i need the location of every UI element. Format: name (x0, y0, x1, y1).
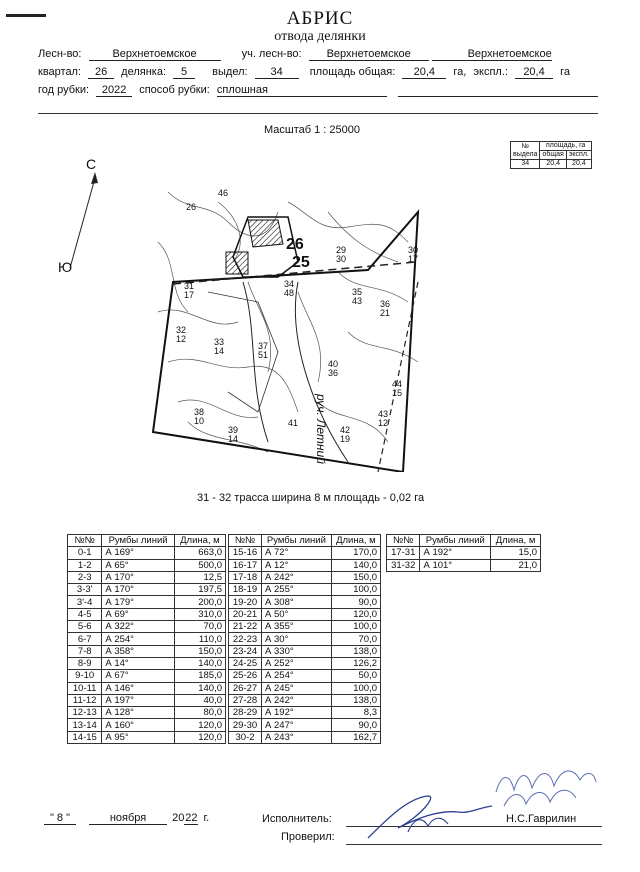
vydel-30-top: 30 (408, 245, 419, 255)
table-header (229, 535, 381, 547)
lines-table-3 (386, 534, 541, 572)
vydel-39-bottom: 14 (228, 434, 239, 444)
cell-no: 18-19 (229, 584, 262, 596)
proveril-line (346, 844, 602, 845)
cell-dlina: 140,0 (174, 682, 225, 694)
blank-line (398, 84, 598, 97)
cell-rumb: А 65° (102, 559, 174, 571)
table-row (68, 707, 226, 719)
date-day: " 8 " (44, 812, 76, 825)
cell-no: 17-18 (229, 571, 262, 583)
god-value: 2022 (96, 84, 132, 97)
cell-dlina: 40,0 (174, 694, 225, 706)
cell-rumb: А 254° (102, 633, 174, 645)
cell-no: 28-29 (229, 707, 262, 719)
cell-rumb: А 192° (262, 707, 332, 719)
vydel-label (218, 188, 228, 198)
cell-rumb: А 160° (102, 719, 174, 731)
h-vydela: выдела (513, 150, 538, 158)
cell-rumb: А 358° (102, 645, 174, 657)
cell-rumb: А 247° (262, 719, 332, 731)
vydel-label (214, 338, 224, 356)
cell-rumb: А 242° (262, 571, 332, 583)
cell-no: 26-27 (229, 682, 262, 694)
form-row-3 (38, 84, 598, 97)
cell-dlina: 500,0 (174, 559, 225, 571)
scale-label: Масштаб 1 : 25000 (264, 124, 360, 136)
cell-rumb: А 242° (262, 694, 332, 706)
cell-dlina: 162,7 (331, 731, 380, 743)
table-row (229, 584, 381, 596)
ispolnitel-label: Исполнитель: (262, 813, 332, 825)
table-row (229, 547, 381, 559)
cell-no: 0-1 (68, 547, 102, 559)
south-label: Ю (58, 259, 73, 275)
col-no: №№ (68, 535, 102, 547)
table-row (229, 633, 381, 645)
vydel-39-top: 39 (228, 425, 239, 435)
cell-no: 7-8 (68, 645, 102, 657)
table-row (229, 608, 381, 620)
vydel-40-bottom: 36 (328, 368, 339, 378)
date-year-suffix: 22 (185, 812, 198, 824)
cell-rumb: А 243° (262, 731, 332, 743)
table-header (68, 535, 226, 547)
table-row (68, 657, 226, 669)
table-row (229, 571, 381, 583)
ekspl-label: экспл.: (473, 66, 508, 78)
col-rumb: Румбы линий (420, 535, 491, 547)
cell-dlina: 100,0 (331, 621, 380, 633)
vydel-37-top: 37 (258, 341, 269, 351)
cell-dlina: 70,0 (174, 621, 225, 633)
cell-no: 1-2 (68, 559, 102, 571)
cell-dlina: 185,0 (174, 670, 225, 682)
cell-rumb: А 197° (102, 694, 174, 706)
table-row (229, 682, 381, 694)
date-month: ноября (89, 812, 167, 825)
cell-dlina: 138,0 (331, 694, 380, 706)
cell-no: 24-25 (229, 657, 262, 669)
cell-no: 19-20 (229, 596, 262, 608)
uch-extra (432, 48, 552, 61)
cell-rumb: А 30° (262, 633, 332, 645)
compass-arrow (40, 150, 120, 280)
north-label: С (86, 156, 97, 172)
vydel-label (336, 246, 346, 264)
vydel-label (328, 360, 338, 378)
col-dlina: Длина, м (174, 535, 225, 547)
cell-rumb: А 308° (262, 596, 332, 608)
cell-dlina: 15,0 (491, 547, 541, 559)
col-dlina: Длина, м (491, 535, 541, 547)
vydel-label (184, 282, 194, 300)
vydel-35-bottom: 43 (352, 296, 363, 306)
cell-no: 25-26 (229, 670, 262, 682)
ploshad-label: площадь общая: (309, 66, 396, 78)
cell-rumb: А 128° (102, 707, 174, 719)
cell-no: 4-5 (68, 608, 102, 620)
cell-dlina: 310,0 (174, 608, 225, 620)
cell-dlina: 140,0 (331, 559, 380, 571)
form-row-2 (38, 66, 570, 79)
cell-dlina: 100,0 (331, 682, 380, 694)
page-title: АБРИС (286, 8, 354, 29)
cell-rumb: А 69° (102, 608, 174, 620)
vydel-label: выдел: (212, 66, 248, 78)
cell-no: 13-14 (68, 719, 102, 731)
vydel-29-top: 29 (336, 245, 347, 255)
h-ekspl: экспл. (566, 151, 591, 160)
table-row (229, 645, 381, 657)
cell-no: 2-3 (68, 571, 102, 583)
h-obshaya: общая (540, 151, 566, 160)
table-row (68, 719, 226, 731)
proveril-label: Проверил: (281, 831, 335, 843)
vydel-34-bottom: 48 (284, 288, 295, 298)
cell-no: 27-28 (229, 694, 262, 706)
vydel-36-bottom: 21 (380, 308, 391, 318)
cell-no: 16-17 (229, 559, 262, 571)
cell-no: 31-32 (387, 559, 420, 571)
cell-rumb: А 50° (262, 608, 332, 620)
cell-dlina: 12,5 (174, 571, 225, 583)
cell-no: 3-3' (68, 584, 102, 596)
table-row (68, 645, 226, 657)
vydel-label (186, 202, 196, 212)
cell-rumb: А 170° (102, 571, 174, 583)
sposob-value: сплошная (217, 84, 387, 97)
sposob-label: способ рубки: (139, 84, 210, 96)
vydel-35-top: 35 (352, 287, 363, 297)
col-dlina: Длина, м (331, 535, 380, 547)
table-row (229, 707, 381, 719)
col-no: №№ (387, 535, 420, 547)
vydel-label (340, 426, 350, 444)
vydel-label (288, 418, 298, 428)
vydel-37-bottom: 51 (258, 350, 269, 360)
cell-dlina: 663,0 (174, 547, 225, 559)
cell-rumb: А 245° (262, 682, 332, 694)
cell-rumb: А 254° (262, 670, 332, 682)
table-row (68, 682, 226, 694)
cell-rumb: А 101° (420, 559, 491, 571)
vydel-32-top: 32 (176, 325, 187, 335)
area-table-head-no (511, 142, 540, 160)
cell-dlina: 140,0 (174, 657, 225, 669)
vydel-label (228, 426, 238, 444)
cell-dlina: 150,0 (174, 645, 225, 657)
lines-table-2 (228, 534, 381, 744)
lesnichestvo-label: Лесн-во: (38, 48, 82, 60)
table-row (229, 694, 381, 706)
cell-dlina: 120,0 (174, 731, 225, 743)
date-year-prefix: 20 (172, 812, 185, 824)
table-row (68, 596, 226, 608)
cell-rumb: А 12° (262, 559, 332, 571)
table-row (387, 547, 541, 559)
vydel-26: 26 (186, 202, 197, 212)
table-row (68, 559, 226, 571)
col-rumb: Румбы линий (262, 535, 332, 547)
vydel-29-bottom: 30 (336, 254, 347, 264)
table-row (229, 731, 381, 743)
cell-dlina: 80,0 (174, 707, 225, 719)
handwritten-note (490, 762, 600, 812)
vydel-31-bottom: 17 (184, 290, 195, 300)
vydel-44-top: 44 (392, 379, 403, 389)
cell-rumb: А 322° (102, 621, 174, 633)
cell-dlina: 110,0 (174, 633, 225, 645)
cell-dlina: 138,0 (331, 645, 380, 657)
vydel-label (176, 326, 186, 344)
cell-no: 17-31 (387, 547, 420, 559)
signature-drawing (358, 788, 498, 844)
table-row (68, 694, 226, 706)
cell-no: 23-24 (229, 645, 262, 657)
cell-dlina: 50,0 (331, 670, 380, 682)
table-row (229, 657, 381, 669)
map (148, 182, 438, 472)
cell-dlina: 197,5 (174, 584, 225, 596)
cell-rumb: А 146° (102, 682, 174, 694)
page-subtitle: отвода делянки (274, 29, 366, 44)
cell-no: 8-9 (68, 657, 102, 669)
cell-dlina: 90,0 (331, 719, 380, 731)
cell-no: 10-11 (68, 682, 102, 694)
table-row (68, 547, 226, 559)
table-row (68, 584, 226, 596)
area-vydel: 34 (511, 160, 540, 169)
cell-no: 9-10 (68, 670, 102, 682)
cell-dlina: 200,0 (174, 596, 225, 608)
cell-rumb: А 179° (102, 596, 174, 608)
route-note: 31 - 32 трасса ширина 8 м площадь - 0,02 га (197, 492, 425, 504)
lesnichestvo-value: Верхнетоемское (89, 48, 221, 61)
delyanka-value: 5 (173, 66, 195, 79)
divider (38, 113, 598, 114)
vydel-38-top: 38 (194, 407, 205, 417)
table-row (68, 608, 226, 620)
vydel-label (380, 300, 390, 318)
cell-dlina: 150,0 (331, 571, 380, 583)
table-row (229, 670, 381, 682)
vydel-label (378, 410, 388, 428)
table-header (387, 535, 541, 547)
vydel-label (408, 246, 418, 264)
cell-rumb: А 169° (102, 547, 174, 559)
table-row (229, 719, 381, 731)
table-row (68, 621, 226, 633)
uch-value: Верхнетоемское (309, 48, 429, 61)
vydel-33-top: 33 (214, 337, 225, 347)
table-row (68, 731, 226, 743)
vydel-31-top: 31 (184, 281, 195, 291)
vydel-36-top: 36 (380, 299, 391, 309)
area-table (510, 141, 592, 169)
vydel-33-bottom: 14 (214, 346, 225, 356)
ekspl-value: 20,4 (515, 66, 553, 79)
vydel-label (194, 408, 204, 426)
vydel-label (352, 288, 362, 306)
ploshad-value: 20,4 (402, 66, 446, 79)
ga-2: га (560, 66, 570, 78)
cell-dlina: 70,0 (331, 633, 380, 645)
table-row (68, 633, 226, 645)
cell-no: 11-12 (68, 694, 102, 706)
cell-dlina: 90,0 (331, 596, 380, 608)
table-row (387, 559, 541, 571)
ispolnitel-name: Н.С.Гаврилин (506, 813, 577, 825)
lines-table-1 (67, 534, 226, 744)
cell-no: 30-2 (229, 731, 262, 743)
stream-label: руч. Летний (314, 394, 328, 464)
area-ekspl: 20,4 (566, 160, 591, 169)
kvartal-sub: 25 (292, 254, 310, 271)
h-ploshad: площадь, га (540, 142, 591, 151)
vydel-41: 41 (288, 418, 299, 428)
cell-no: 14-15 (68, 731, 102, 743)
table-row (229, 621, 381, 633)
delyanka-label: делянка: (121, 66, 167, 78)
cell-no: 21-22 (229, 621, 262, 633)
cell-rumb: А 95° (102, 731, 174, 743)
cell-no: 20-21 (229, 608, 262, 620)
vydel-32-bottom: 12 (176, 334, 187, 344)
vydel-40-top: 40 (328, 359, 339, 369)
cell-rumb: А 192° (420, 547, 491, 559)
cell-dlina: 8,3 (331, 707, 380, 719)
cell-rumb: А 67° (102, 670, 174, 682)
cell-rumb: А 14° (102, 657, 174, 669)
compass (40, 150, 120, 280)
vydel-43-bottom: 12 (378, 418, 389, 428)
cell-dlina: 21,0 (491, 559, 541, 571)
vydel-44-bottom: 15 (392, 388, 403, 398)
col-no: №№ (229, 535, 262, 547)
vydel-42-bottom: 19 (340, 434, 351, 444)
cell-dlina: 120,0 (331, 608, 380, 620)
cell-rumb: А 330° (262, 645, 332, 657)
cell-rumb: А 252° (262, 657, 332, 669)
kvartal-value: 26 (88, 66, 114, 79)
cell-rumb: А 355° (262, 621, 332, 633)
cell-no: 6-7 (68, 633, 102, 645)
table-row (68, 571, 226, 583)
vydel-label (392, 380, 402, 398)
map-drawing (148, 182, 438, 472)
table-row (229, 596, 381, 608)
uch-extra-text: Верхнетоемское (467, 48, 552, 60)
date-g: г. (203, 812, 210, 824)
table-row (229, 559, 381, 571)
cell-no: 5-6 (68, 621, 102, 633)
cell-rumb: А 255° (262, 584, 332, 596)
kvartal-label: квартал: (38, 66, 82, 78)
uch-label: уч. лесн-во: (241, 48, 302, 60)
form-row-1 (38, 48, 552, 61)
cell-no: 15-16 (229, 547, 262, 559)
area-obshaya: 20,4 (540, 160, 566, 169)
cell-no: 22-23 (229, 633, 262, 645)
cell-dlina: 100,0 (331, 584, 380, 596)
vydel-46: 46 (218, 188, 229, 198)
cell-no: 12-13 (68, 707, 102, 719)
cell-dlina: 126,2 (331, 657, 380, 669)
vydel-label (284, 280, 294, 298)
kvartal-number: 26 (286, 236, 304, 253)
signature (358, 788, 498, 844)
vydel-34-top: 34 (284, 279, 295, 289)
cell-dlina: 170,0 (331, 547, 380, 559)
cell-rumb: А 72° (262, 547, 332, 559)
footer-date (44, 812, 209, 825)
god-label: год рубки: (38, 84, 90, 96)
table-row (68, 670, 226, 682)
vydel-value: 34 (255, 66, 299, 79)
vydel-label (258, 342, 268, 360)
cell-no: 29-30 (229, 719, 262, 731)
h-no: № (521, 142, 529, 150)
handwritten-scribble (490, 762, 600, 812)
cell-rumb: А 170° (102, 584, 174, 596)
vydel-30-bottom: 17 (408, 254, 419, 264)
vydel-42-top: 42 (340, 425, 351, 435)
vydel-38-bottom: 10 (194, 416, 205, 426)
ga-1: га, (453, 66, 467, 78)
col-rumb: Румбы линий (102, 535, 174, 547)
cell-dlina: 120,0 (174, 719, 225, 731)
cell-no: 3'-4 (68, 596, 102, 608)
vydel-43-top: 43 (378, 409, 389, 419)
